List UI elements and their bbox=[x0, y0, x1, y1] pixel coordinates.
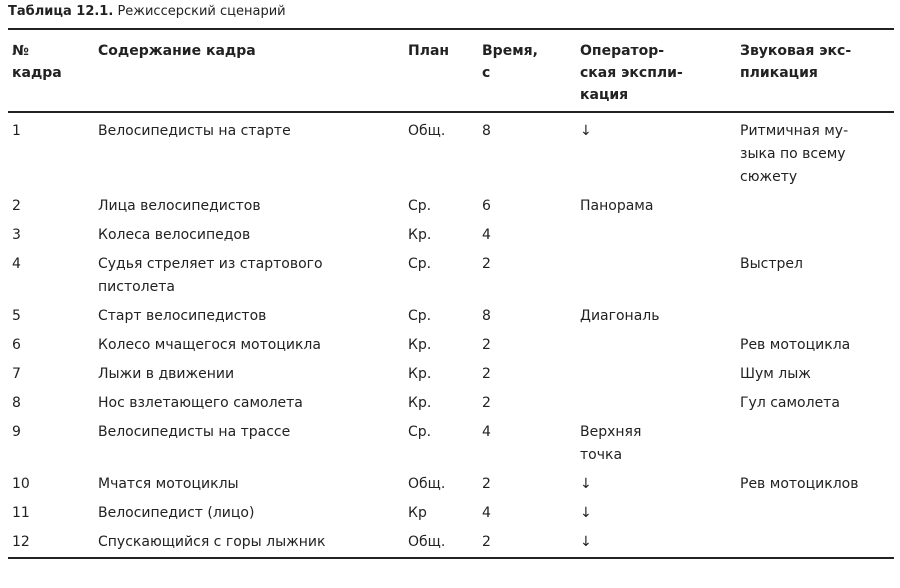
cell-text: Лица велосипедистов bbox=[98, 198, 261, 214]
cell-text: Ср. bbox=[408, 256, 432, 272]
cell-frame-content bbox=[94, 360, 404, 389]
cell-sound-notes bbox=[736, 112, 894, 192]
cell-duration bbox=[478, 499, 576, 528]
cell-frame-number bbox=[8, 360, 94, 389]
cell-text: Колеса велосипедов bbox=[98, 227, 251, 243]
down-arrow-icon: ↓ bbox=[580, 123, 592, 139]
cell-text: Кр. bbox=[408, 395, 432, 411]
director-script-table bbox=[8, 28, 894, 559]
cell-text: 1 bbox=[12, 123, 21, 139]
cell-text: 6 bbox=[12, 337, 21, 353]
cell-frame-number bbox=[8, 250, 94, 302]
cell-frame-number bbox=[8, 528, 94, 558]
cell-text: 2 bbox=[482, 256, 491, 272]
table-row bbox=[8, 470, 894, 499]
cell-text: 2 bbox=[482, 337, 491, 353]
column-header-shot-plan bbox=[404, 29, 478, 112]
cell-duration bbox=[478, 470, 576, 499]
cell-camera-notes bbox=[576, 470, 736, 499]
cell-text: Диагональ bbox=[580, 308, 660, 324]
cell-frame-content bbox=[94, 418, 404, 470]
cell-shot-plan bbox=[404, 250, 478, 302]
cell-text: 4 bbox=[482, 424, 491, 440]
cell-shot-plan bbox=[404, 302, 478, 331]
table-row bbox=[8, 418, 894, 470]
cell-frame-content bbox=[94, 221, 404, 250]
cell-shot-plan bbox=[404, 499, 478, 528]
cell-duration bbox=[478, 528, 576, 558]
cell-camera-notes bbox=[576, 250, 736, 302]
cell-duration bbox=[478, 331, 576, 360]
cell-frame-number bbox=[8, 499, 94, 528]
cell-text: Лыжи в движении bbox=[98, 366, 235, 382]
cell-text: Ср. bbox=[408, 424, 432, 440]
table-row bbox=[8, 528, 894, 558]
cell-text: Рев мотоцикла bbox=[740, 337, 851, 353]
cell-frame-number bbox=[8, 192, 94, 221]
column-header-line: Содержание кадра bbox=[98, 43, 256, 59]
cell-text: 2 bbox=[482, 534, 491, 550]
table-row bbox=[8, 192, 894, 221]
table-row bbox=[8, 221, 894, 250]
cell-shot-plan bbox=[404, 418, 478, 470]
cell-frame-number bbox=[8, 331, 94, 360]
column-header-sound-notes bbox=[736, 29, 894, 112]
cell-camera-notes bbox=[576, 418, 736, 470]
cell-text: 6 bbox=[482, 198, 491, 214]
cell-text: Кр. bbox=[408, 337, 432, 353]
cell-text: 4 bbox=[482, 227, 491, 243]
cell-text: Мчатся мотоциклы bbox=[98, 476, 239, 492]
cell-text: 11 bbox=[12, 505, 30, 521]
cell-frame-number bbox=[8, 112, 94, 192]
cell-shot-plan bbox=[404, 360, 478, 389]
cell-frame-content bbox=[94, 470, 404, 499]
column-header-line: с bbox=[482, 65, 491, 81]
cell-text: Ритмичная му- bbox=[740, 123, 849, 139]
column-header-camera-notes bbox=[576, 29, 736, 112]
cell-sound-notes bbox=[736, 250, 894, 302]
cell-duration bbox=[478, 221, 576, 250]
cell-text: точка bbox=[580, 447, 623, 463]
cell-text: 8 bbox=[12, 395, 21, 411]
cell-sound-notes bbox=[736, 360, 894, 389]
cell-text: Общ. bbox=[408, 534, 446, 550]
down-arrow-icon: ↓ bbox=[580, 505, 592, 521]
cell-camera-notes bbox=[576, 192, 736, 221]
cell-text: 10 bbox=[12, 476, 30, 492]
cell-duration bbox=[478, 360, 576, 389]
cell-frame-content bbox=[94, 389, 404, 418]
cell-text: Общ. bbox=[408, 123, 446, 139]
cell-text: Кр. bbox=[408, 366, 432, 382]
cell-text: 2 bbox=[482, 476, 491, 492]
cell-frame-content bbox=[94, 528, 404, 558]
cell-frame-number bbox=[8, 221, 94, 250]
cell-camera-notes bbox=[576, 112, 736, 192]
table-body bbox=[8, 112, 894, 558]
cell-sound-notes bbox=[736, 418, 894, 470]
cell-text: 12 bbox=[12, 534, 30, 550]
cell-text: Ср. bbox=[408, 198, 432, 214]
cell-sound-notes bbox=[736, 389, 894, 418]
down-arrow-icon: ↓ bbox=[580, 476, 592, 492]
table-row bbox=[8, 389, 894, 418]
cell-sound-notes bbox=[736, 221, 894, 250]
cell-text: 4 bbox=[482, 505, 491, 521]
column-header-line: План bbox=[408, 43, 450, 59]
cell-text: Колесо мчащегося мотоцикла bbox=[98, 337, 321, 353]
column-header-frame-content bbox=[94, 29, 404, 112]
cell-frame-number bbox=[8, 389, 94, 418]
column-header-line: кадра bbox=[12, 65, 62, 81]
cell-sound-notes bbox=[736, 302, 894, 331]
table-row bbox=[8, 250, 894, 302]
table-row bbox=[8, 302, 894, 331]
cell-sound-notes bbox=[736, 192, 894, 221]
cell-shot-plan bbox=[404, 470, 478, 499]
table-title: Режиссерский сценарий bbox=[117, 4, 286, 19]
cell-text: сюжету bbox=[740, 169, 798, 185]
column-header-line: Оператор- bbox=[580, 43, 665, 59]
cell-duration bbox=[478, 302, 576, 331]
cell-text: 4 bbox=[12, 256, 21, 272]
cell-camera-notes bbox=[576, 528, 736, 558]
table-caption bbox=[8, 3, 286, 21]
cell-sound-notes bbox=[736, 331, 894, 360]
cell-duration bbox=[478, 250, 576, 302]
cell-text: Шум лыж bbox=[740, 366, 811, 382]
cell-frame-content bbox=[94, 331, 404, 360]
cell-text: Гул самолета bbox=[740, 395, 840, 411]
cell-text: 8 bbox=[482, 308, 491, 324]
cell-duration bbox=[478, 112, 576, 192]
cell-text: 7 bbox=[12, 366, 21, 382]
cell-camera-notes bbox=[576, 499, 736, 528]
cell-text: пистолета bbox=[98, 279, 175, 295]
column-header-frame-number bbox=[8, 29, 94, 112]
cell-text: Панорама bbox=[580, 198, 654, 214]
table-row bbox=[8, 360, 894, 389]
cell-camera-notes bbox=[576, 389, 736, 418]
cell-frame-number bbox=[8, 302, 94, 331]
cell-frame-content bbox=[94, 302, 404, 331]
cell-frame-content bbox=[94, 192, 404, 221]
cell-text: Выстрел bbox=[740, 256, 803, 272]
cell-text: 2 bbox=[12, 198, 21, 214]
cell-text: 2 bbox=[482, 395, 491, 411]
column-header-line: пликация bbox=[740, 65, 818, 81]
cell-text: Спускающийся с горы лыжник bbox=[98, 534, 326, 550]
cell-text: Судья стреляет из стартового bbox=[98, 256, 323, 272]
cell-text: Старт велосипедистов bbox=[98, 308, 267, 324]
table-row bbox=[8, 499, 894, 528]
cell-shot-plan bbox=[404, 192, 478, 221]
column-header-line: кация bbox=[580, 87, 629, 103]
cell-frame-number bbox=[8, 470, 94, 499]
cell-camera-notes bbox=[576, 302, 736, 331]
cell-text: Велосипедист (лицо) bbox=[98, 505, 255, 521]
cell-text: 5 bbox=[12, 308, 21, 324]
cell-sound-notes bbox=[736, 499, 894, 528]
cell-text: 8 bbox=[482, 123, 491, 139]
cell-text: Велосипедисты на старте bbox=[98, 123, 291, 139]
table-row bbox=[8, 112, 894, 192]
cell-duration bbox=[478, 418, 576, 470]
down-arrow-icon: ↓ bbox=[580, 534, 592, 550]
cell-sound-notes bbox=[736, 470, 894, 499]
column-header-line: ская экспли- bbox=[580, 65, 683, 81]
cell-text: Велосипедисты на трассе bbox=[98, 424, 291, 440]
cell-text: Нос взлетающего самолета bbox=[98, 395, 303, 411]
cell-text: Кр. bbox=[408, 227, 432, 243]
cell-text: Общ. bbox=[408, 476, 446, 492]
cell-camera-notes bbox=[576, 360, 736, 389]
cell-text: Рев мотоциклов bbox=[740, 476, 859, 492]
column-header-line: Звуковая экс- bbox=[740, 43, 852, 59]
cell-shot-plan bbox=[404, 389, 478, 418]
cell-shot-plan bbox=[404, 221, 478, 250]
cell-shot-plan bbox=[404, 528, 478, 558]
cell-frame-content bbox=[94, 112, 404, 192]
cell-shot-plan bbox=[404, 112, 478, 192]
cell-frame-content bbox=[94, 250, 404, 302]
cell-camera-notes bbox=[576, 331, 736, 360]
cell-text: 9 bbox=[12, 424, 21, 440]
cell-duration bbox=[478, 389, 576, 418]
column-header-line: № bbox=[12, 43, 29, 59]
cell-text: Верхняя bbox=[580, 424, 642, 440]
cell-text: 3 bbox=[12, 227, 21, 243]
cell-text: 2 bbox=[482, 366, 491, 382]
cell-frame-number bbox=[8, 418, 94, 470]
cell-text: Ср. bbox=[408, 308, 432, 324]
table-row bbox=[8, 331, 894, 360]
cell-text: Кр bbox=[408, 505, 427, 521]
cell-duration bbox=[478, 192, 576, 221]
column-header-line: Время, bbox=[482, 43, 538, 59]
cell-camera-notes bbox=[576, 221, 736, 250]
table-number: Таблица 12.1. bbox=[8, 4, 114, 19]
column-header-duration bbox=[478, 29, 576, 112]
cell-frame-content bbox=[94, 499, 404, 528]
cell-sound-notes bbox=[736, 528, 894, 558]
table-header-row bbox=[8, 29, 894, 112]
cell-text: зыка по всему bbox=[740, 146, 846, 162]
cell-shot-plan bbox=[404, 331, 478, 360]
